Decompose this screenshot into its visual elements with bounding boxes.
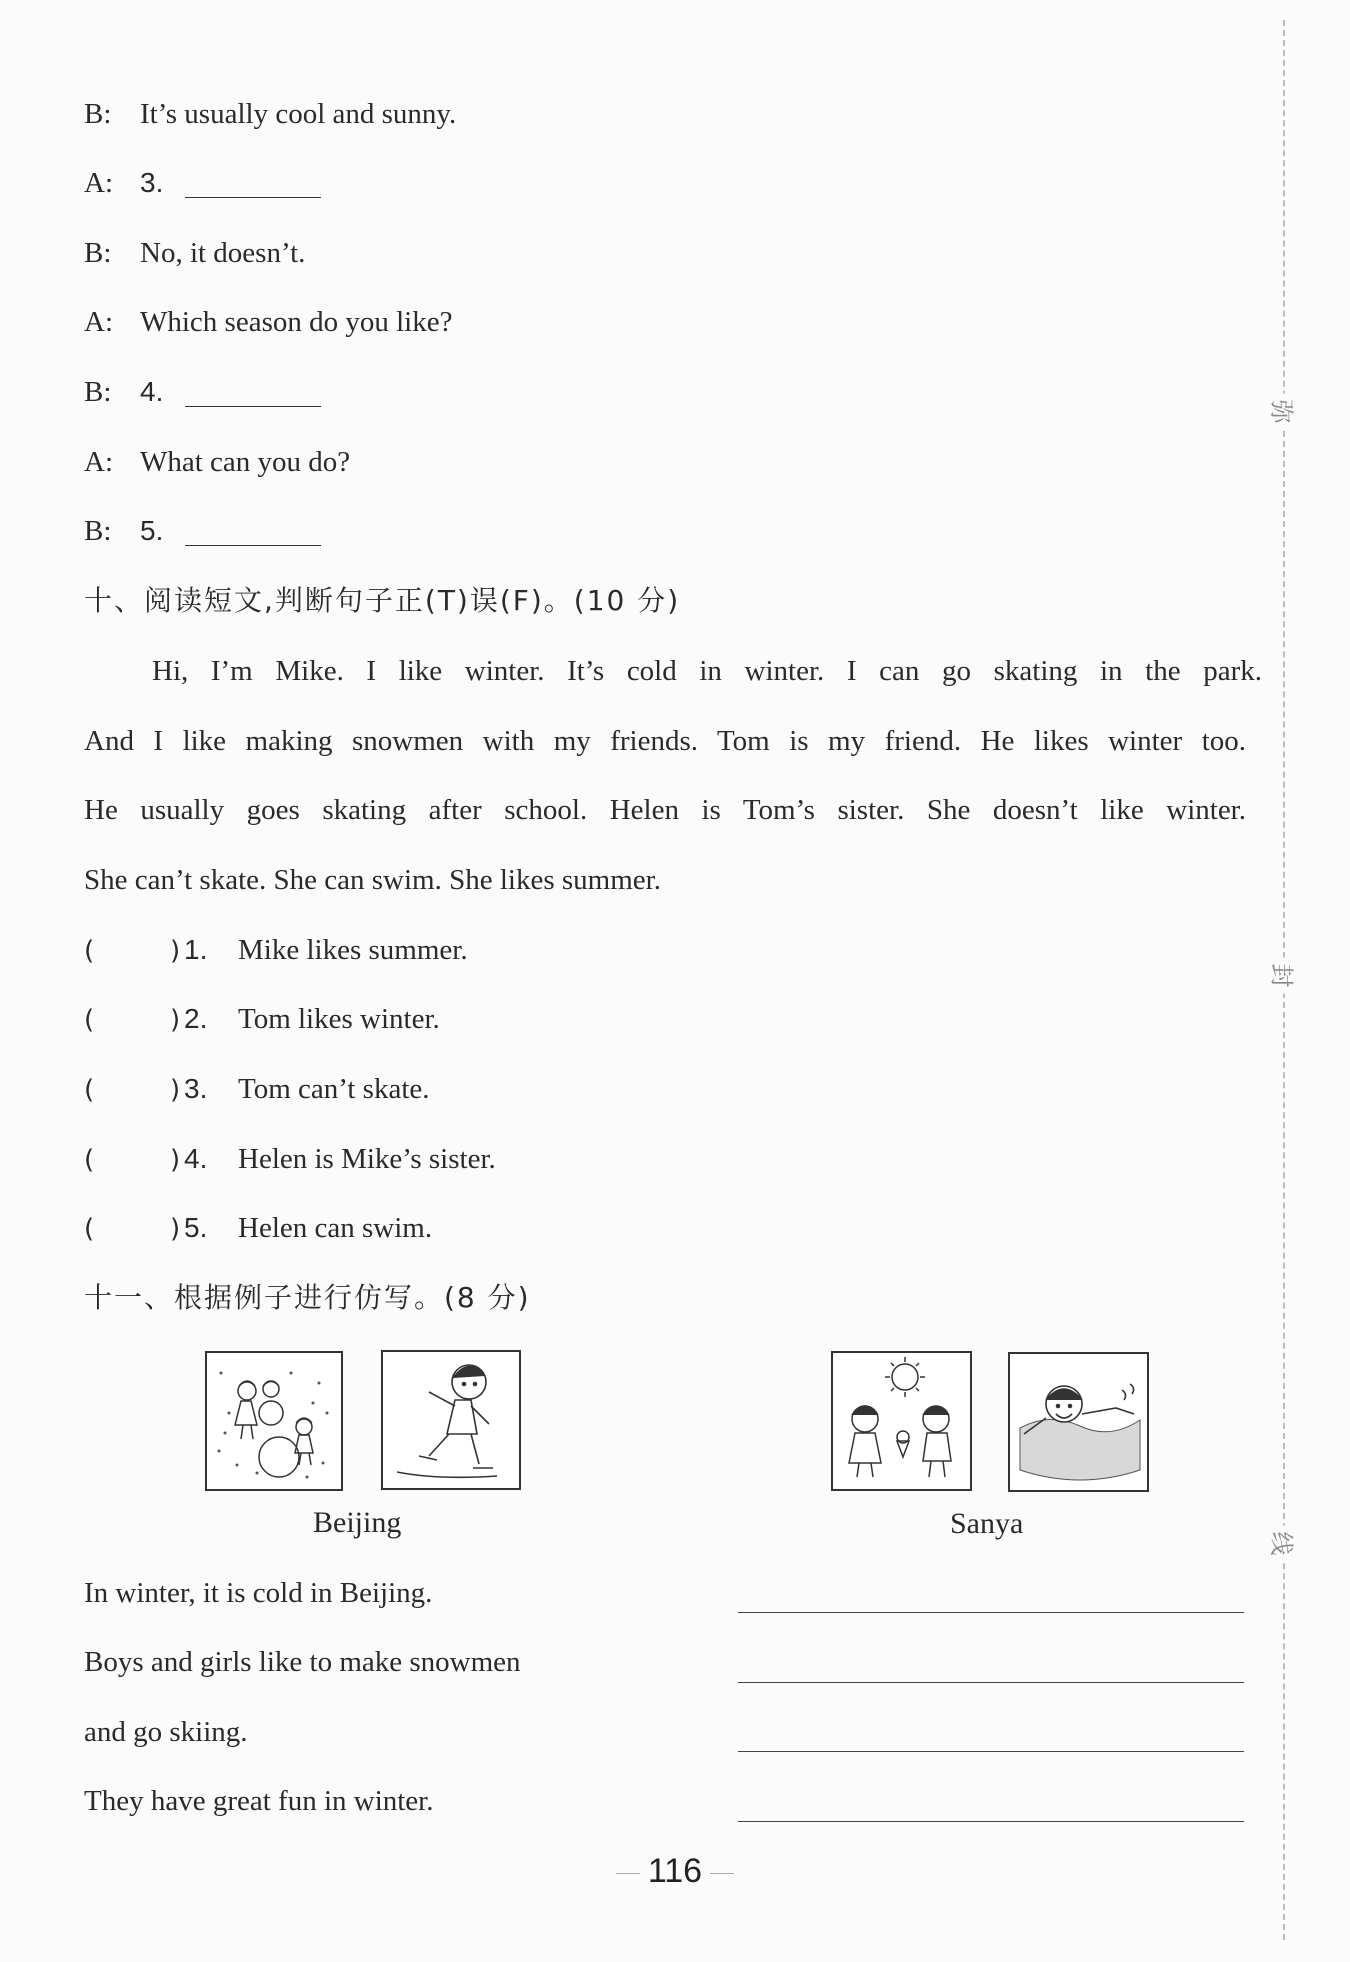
speaker-label: A: [84, 167, 113, 199]
dialogue-text: What can you do? [140, 446, 351, 478]
snowman-picture [205, 1351, 343, 1491]
question-number: 5. [140, 515, 164, 546]
writing-line[interactable] [738, 1821, 1244, 1822]
item-number: 3. [184, 1073, 208, 1104]
margin-char-xian: 线 [1267, 1526, 1302, 1562]
item-text: Helen is Mike’s sister. [238, 1143, 496, 1175]
dialogue-line [84, 511, 321, 551]
dialogue-text: No, it doesn’t. [140, 237, 306, 269]
dialogue-line [84, 94, 456, 134]
tf-item-2 [84, 999, 440, 1040]
page-number: 116 [0, 1852, 1350, 1891]
speaker-label: A: [84, 446, 113, 478]
passage-line: She can’t skate. She can swim. She likes summer. [84, 864, 661, 896]
passage-line: He usually goes skating after school. Helen is Tom’s sister. She doesn’t like winter. [84, 794, 1246, 826]
skating-boy-illustration [383, 1352, 519, 1488]
example-line: Boys and girls like to make snowmen [84, 1646, 521, 1678]
item-text: Helen can swim. [238, 1212, 433, 1244]
section-11-heading: 十一、根据例子进行仿写。(8 分) [84, 1281, 531, 1314]
dialogue-line [84, 442, 350, 482]
answer-parentheses[interactable]: ( ) [84, 1075, 181, 1105]
dialogue-text: Which season do you like? [140, 306, 453, 338]
tf-item-3 [84, 1069, 430, 1110]
dialogue-line [84, 233, 305, 273]
tf-item-5 [84, 1208, 432, 1249]
question-number: 3. [140, 167, 164, 198]
city-label-beijing: Beijing [313, 1506, 402, 1539]
example-line: and go skiing. [84, 1716, 248, 1748]
section-10-heading: 十、阅读短文,判断句子正(T)误(F)。(10 分) [84, 584, 681, 617]
snowman-illustration [207, 1353, 341, 1489]
dialogue-line [84, 372, 321, 412]
margin-char-feng: 封 [1267, 958, 1302, 994]
item-number: 2. [184, 1003, 208, 1034]
speaker-label: B: [84, 515, 112, 547]
dialogue-line [84, 163, 321, 203]
passage-line: And I like making snowmen with my friends. Tom is my friend. He likes winter too. [84, 725, 1246, 757]
item-text: Mike likes summer. [238, 934, 468, 966]
city-label-sanya: Sanya [950, 1507, 1024, 1540]
example-line: They have great fun in winter. [84, 1785, 434, 1817]
writing-line[interactable] [738, 1682, 1244, 1683]
swimming-picture [1008, 1352, 1149, 1492]
speaker-label: B: [84, 98, 112, 130]
answer-parentheses[interactable]: ( ) [84, 1005, 181, 1035]
summer-picture [831, 1351, 972, 1491]
dialogue-text: It’s usually cool and sunny. [140, 98, 457, 130]
answer-parentheses[interactable]: ( ) [84, 1145, 181, 1175]
speaker-label: B: [84, 237, 112, 269]
item-number: 4. [184, 1143, 208, 1174]
margin-char-mi: 弥 [1267, 394, 1302, 430]
item-number: 5. [184, 1212, 208, 1243]
item-text: Tom can’t skate. [238, 1073, 430, 1105]
skating-picture [381, 1350, 521, 1490]
swimming-boy-illustration [1010, 1354, 1147, 1490]
writing-line[interactable] [738, 1612, 1244, 1613]
passage-line: Hi, I’m Mike. I like winter. It’s cold in winter. I can go skating in the park. [152, 655, 1262, 687]
answer-parentheses[interactable]: ( ) [84, 1214, 181, 1244]
tf-item-1 [84, 930, 468, 971]
writing-line[interactable] [738, 1751, 1244, 1752]
dialogue-line [84, 302, 452, 342]
question-number: 4. [140, 376, 164, 407]
answer-parentheses[interactable]: ( ) [84, 936, 181, 966]
answer-blank[interactable] [185, 515, 321, 546]
speaker-label: B: [84, 376, 112, 408]
answer-blank[interactable] [185, 167, 321, 198]
answer-blank[interactable] [185, 376, 321, 407]
example-line: In winter, it is cold in Beijing. [84, 1577, 433, 1609]
sun-and-kids-illustration [833, 1353, 970, 1489]
item-number: 1. [184, 934, 208, 965]
speaker-label: A: [84, 306, 113, 338]
tf-item-4 [84, 1139, 496, 1180]
item-text: Tom likes winter. [238, 1003, 440, 1035]
